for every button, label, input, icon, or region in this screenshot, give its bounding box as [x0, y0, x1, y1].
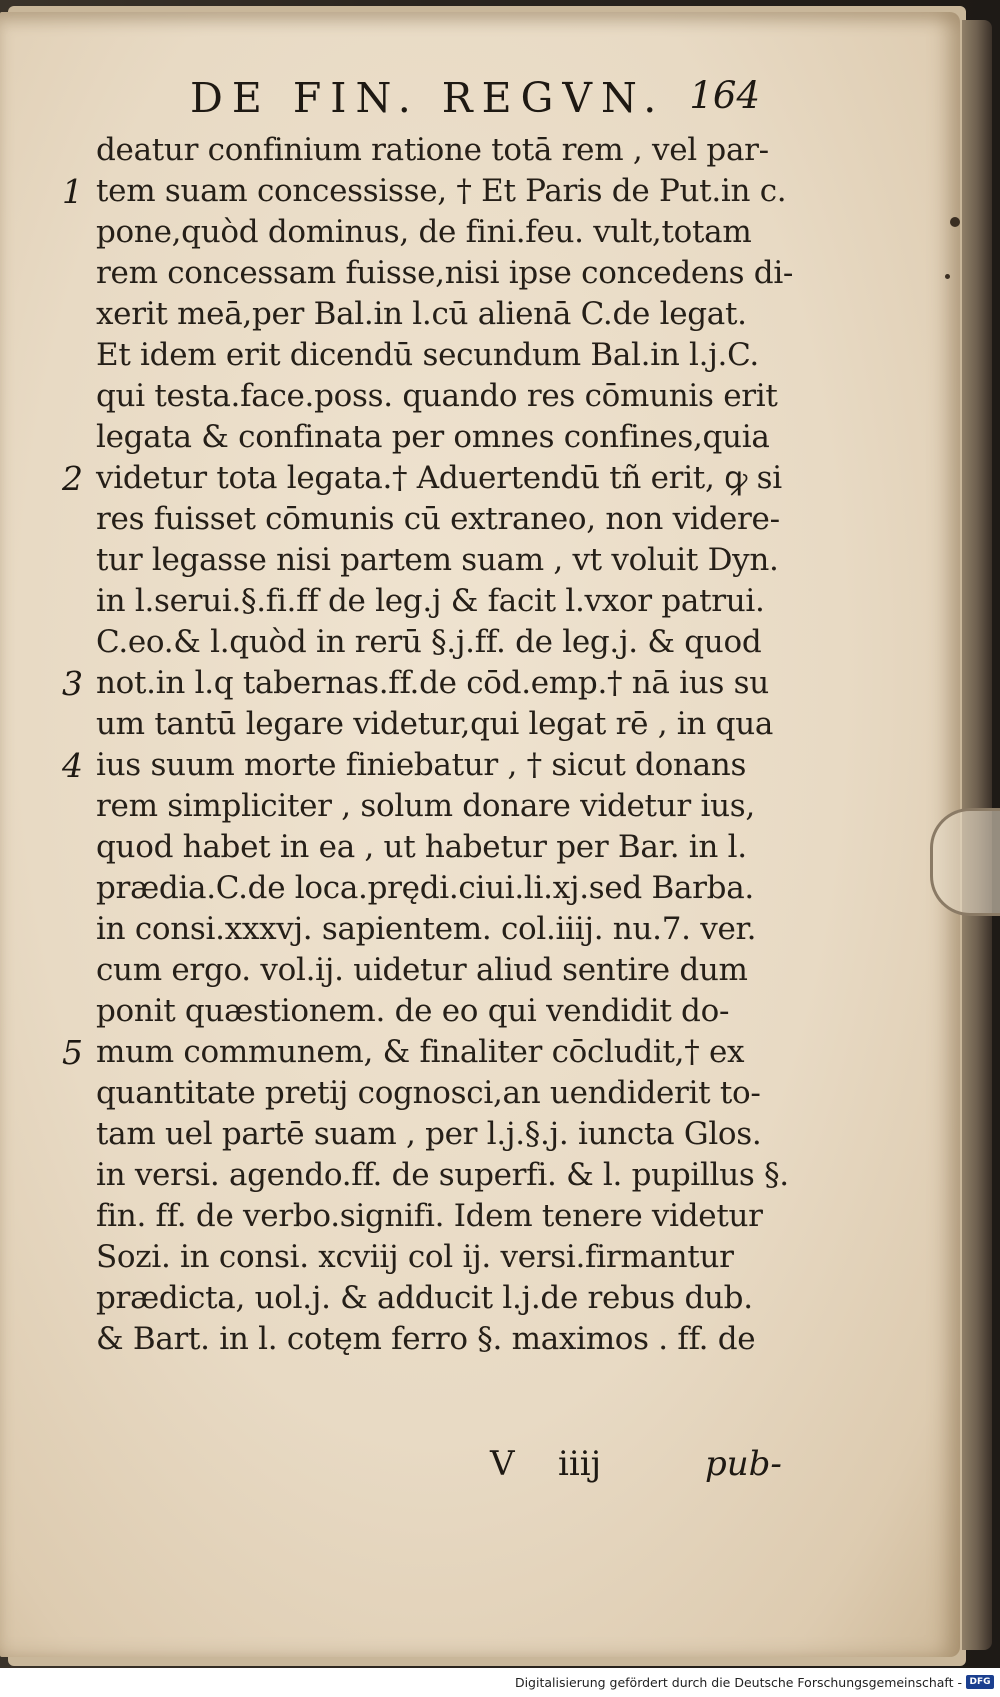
line-text: prædia.C.de loca.prędi.ciui.li.xj.sed Barba. [96, 870, 754, 906]
text-line [96, 253, 796, 294]
catchline [490, 1444, 790, 1488]
line-text: res fuisset cōmunis cū extraneo, non videre- [96, 501, 780, 537]
text-line [96, 1073, 796, 1114]
text-line [96, 212, 796, 253]
text-line [62, 663, 796, 704]
marginal-number: 4 [62, 746, 83, 785]
text-line [96, 868, 796, 909]
text-line [96, 1114, 796, 1155]
page-number: 164 [689, 74, 760, 117]
line-text: qui testa.face.poss. quando res cōmunis erit [96, 378, 778, 414]
line-text: ponit quæstionem. de eo qui vendidit do- [96, 993, 730, 1029]
page-tab-clip [930, 808, 1000, 916]
ink-spot [950, 217, 960, 227]
text-line [96, 294, 796, 335]
text-line [96, 1196, 796, 1237]
line-text: mum communem, & finaliter cōcludit,† ex [96, 1034, 745, 1070]
book-page [0, 12, 960, 1657]
line-text: videtur tota legata.† Aduertendū tñ erit, ꝙ si [96, 460, 782, 496]
marginal-number: 1 [62, 172, 83, 211]
line-text: xerit meā,per Bal.in l.cū alienā C.de legat. [96, 296, 747, 332]
marginal-number: 5 [62, 1033, 83, 1072]
running-head: DE FIN. REGVN. [190, 74, 666, 122]
text-block [62, 130, 796, 1360]
text-line [96, 950, 796, 991]
line-text: ius suum morte finiebatur , † sicut donans [96, 747, 747, 783]
line-text: tam uel partē suam , per l.j.§.j. iuncta Glos. [96, 1116, 762, 1152]
text-line [62, 1032, 796, 1073]
text-line [96, 622, 796, 663]
line-text: deatur confinium ratione totā rem , vel par- [96, 132, 769, 168]
credit-text: Digitalisierung gefördert durch die Deutsche Forschungsgemeinschaft - [514, 1675, 962, 1690]
line-text: not.in l.q tabernas.ff.de cōd.emp.† nā ius su [96, 665, 769, 701]
text-line [96, 827, 796, 868]
line-text: prædicta, uol.j. & adducit l.j.de rebus dub. [96, 1280, 753, 1316]
line-text: rem simpliciter , solum donare videtur ius, [96, 788, 755, 824]
text-line [96, 704, 796, 745]
line-text: tur legasse nisi partem suam , vt voluit Dyn. [96, 542, 779, 578]
line-text: Et idem erit dicendū secundum Bal.in l.j.C. [96, 337, 759, 373]
text-line [96, 130, 796, 171]
line-text: in consi.xxxvj. sapientem. col.iiij. nu.7. ver. [96, 911, 757, 947]
text-line [96, 335, 796, 376]
text-line [96, 1278, 796, 1319]
text-line [62, 458, 796, 499]
signature-mark: V [490, 1444, 515, 1484]
catchword: pub- [705, 1444, 782, 1484]
text-line [96, 540, 796, 581]
line-text: Sozi. in consi. xcviij col ij. versi.firmantur [96, 1239, 734, 1275]
line-text: in l.serui.§.fi.ff de leg.j & facit l.vxor patrui. [96, 583, 765, 619]
credit-bar [0, 1668, 1000, 1697]
line-text: tem suam concessisse, † Et Paris de Put.in c. [96, 173, 787, 209]
marginal-number: 2 [62, 459, 83, 498]
ink-spot [945, 274, 950, 279]
line-text: pone,quòd dominus, de fini.feu. vult,totam [96, 214, 752, 250]
line-text: quod habet in ea , ut habetur per Bar. in l. [96, 829, 747, 865]
page-header [190, 70, 800, 120]
line-text: C.eo.& l.quòd in rerū §.j.ff. de leg.j. & quod [96, 624, 762, 660]
line-text: legata & confinata per omnes confines,quia [96, 419, 770, 455]
line-text: & Bart. in l. cotęm ferro §. maximos . ff. de [96, 1321, 756, 1357]
text-line [96, 1237, 796, 1278]
line-text: um tantū legare videtur,qui legat rē , in qua [96, 706, 774, 742]
text-line [96, 417, 796, 458]
signature-number: iiij [558, 1444, 602, 1484]
dfg-logo: DFG [966, 1675, 994, 1689]
text-line [96, 376, 796, 417]
line-text: cum ergo. vol.ij. uidetur aliud sentire dum [96, 952, 748, 988]
text-line [96, 581, 796, 622]
line-text: quantitate pretij cognosci,an uendiderit to- [96, 1075, 761, 1111]
text-line [96, 499, 796, 540]
text-line [62, 745, 796, 786]
text-line [96, 991, 796, 1032]
text-line [62, 171, 796, 212]
marginal-number: 3 [62, 664, 83, 703]
text-line [96, 1155, 796, 1196]
line-text: fin. ff. de verbo.signifi. Idem tenere videtur [96, 1198, 763, 1234]
line-text: in versi. agendo.ff. de superfi. & l. pupillus §. [96, 1157, 789, 1193]
text-line [96, 1319, 796, 1360]
line-text: rem concessam fuisse,nisi ipse concedens di- [96, 255, 794, 291]
text-line [96, 786, 796, 827]
text-line [96, 909, 796, 950]
